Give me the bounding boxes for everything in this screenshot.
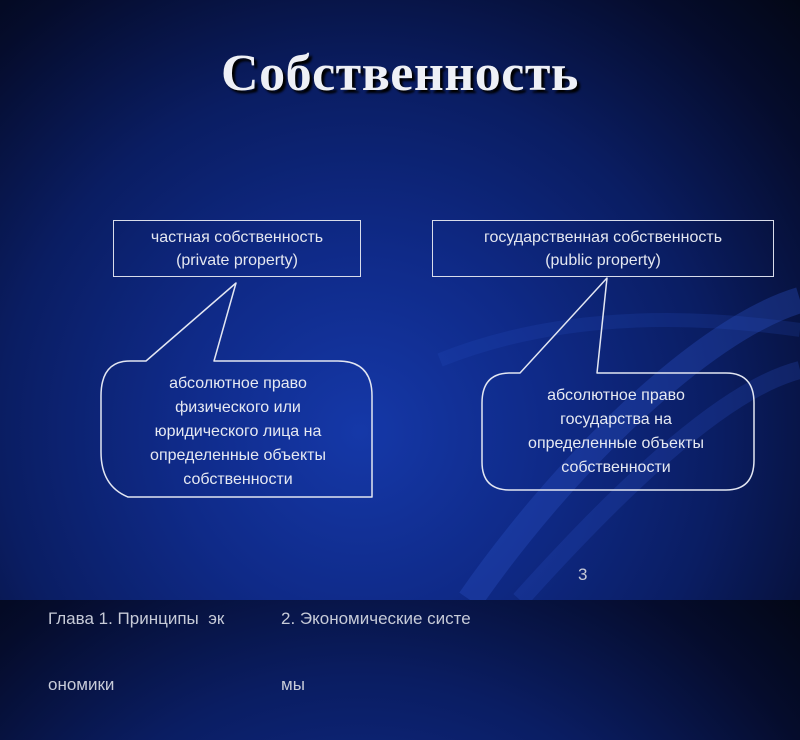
public-property-english: (public property) — [545, 252, 661, 269]
public-callout-line: определенные объекты — [528, 435, 704, 452]
private-callout-line: юридического лица на — [154, 423, 322, 440]
private-callout-line: абсолютное право — [169, 375, 307, 392]
footer-chapter — [48, 564, 278, 740]
private-callout-line: физического или — [175, 399, 301, 416]
footer-chapter-line: ономики — [48, 675, 115, 694]
slide-title: Собственность — [221, 45, 579, 102]
private-callout-line: собственности — [183, 471, 293, 488]
footer-section-line: 2. Экономические систе — [281, 609, 471, 628]
public-callout-line: государства на — [560, 411, 672, 428]
private-property-english: (private property) — [176, 252, 298, 269]
public-callout-line: собственности — [561, 459, 671, 476]
public-callout-line: абсолютное право — [547, 387, 685, 404]
footer-chapter-line: Глава 1. Принципы эк — [48, 609, 225, 628]
public-property-label: государственная собственность — [483, 229, 723, 246]
private-callout-text — [110, 372, 366, 492]
footer-section — [281, 564, 531, 740]
private-property-label: частная собственность — [150, 229, 324, 246]
footer-section-line: мы — [281, 675, 305, 694]
private-callout-line: определенные объекты — [150, 447, 326, 464]
public-callout-text — [488, 384, 744, 480]
footer-page-number: 3 — [578, 565, 588, 584]
